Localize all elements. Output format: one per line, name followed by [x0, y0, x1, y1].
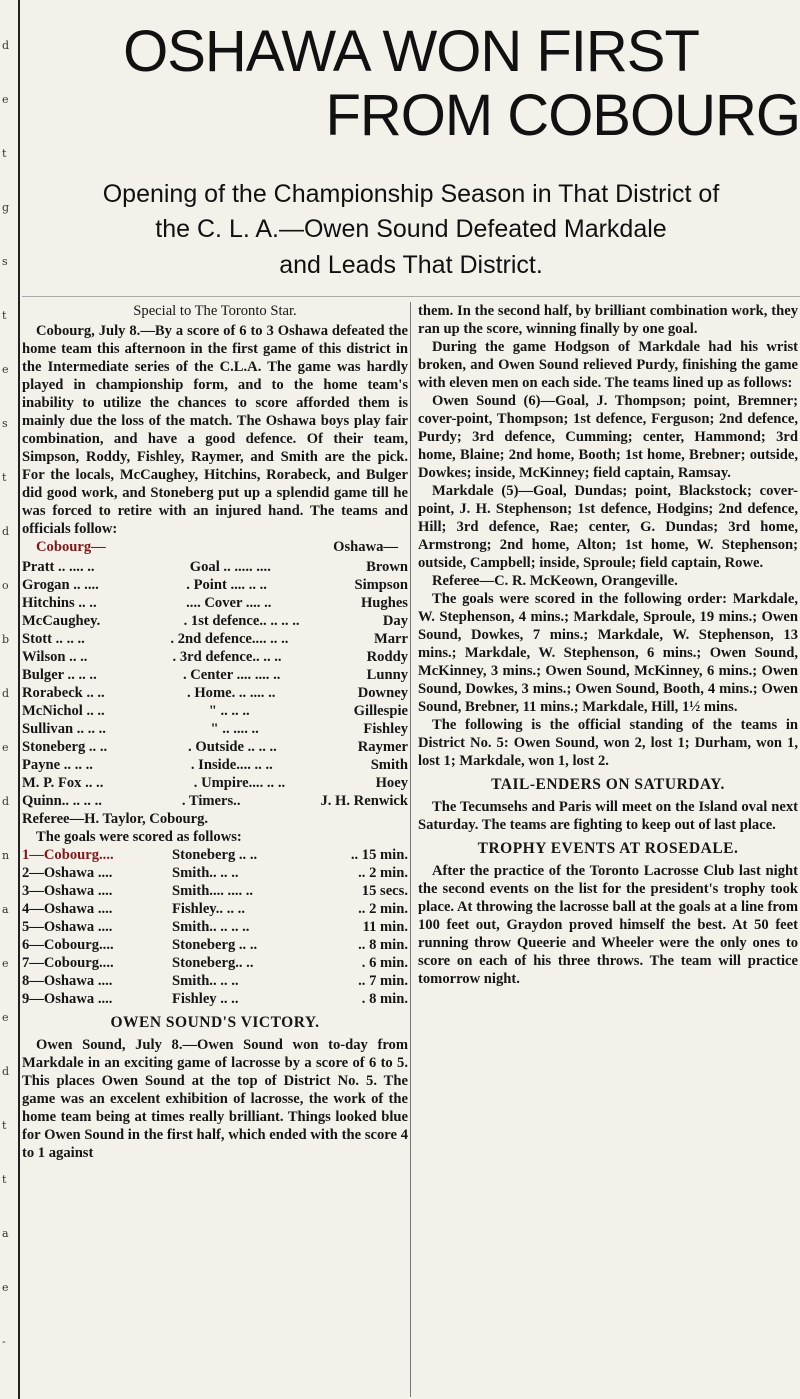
- gutter-fragment: d: [2, 39, 10, 52]
- lineup-row: [22, 630, 408, 648]
- goal-row: [22, 954, 408, 972]
- gutter-fragment: e: [2, 741, 9, 754]
- goal-team: 2—Oshawa ....: [22, 865, 113, 881]
- position: . 3rd defence.. .. ..: [172, 649, 282, 665]
- goal-team: 6—Cobourg....: [22, 937, 114, 953]
- oshawa-player: Gillespie: [353, 703, 408, 719]
- gutter-fragment: d: [2, 525, 10, 538]
- lineup-row: [22, 774, 408, 792]
- lineup-row: [22, 576, 408, 594]
- gutter-fragment: d: [2, 1065, 10, 1078]
- oshawa-player: Day: [382, 613, 408, 629]
- cobourg-player: M. P. Fox .. ..: [22, 775, 104, 791]
- oshawa-player: Hoey: [375, 775, 408, 791]
- goal-team: 1—Cobourg....: [22, 847, 114, 863]
- lineup-row: [22, 684, 408, 702]
- gutter-fragment: e: [2, 957, 9, 970]
- byline-credit: Special to The Toronto Star.: [133, 303, 297, 319]
- position: . Home. .. .... ..: [187, 685, 276, 701]
- oshawa-player: Simpson: [354, 577, 408, 593]
- goal-row: [22, 846, 408, 864]
- oshawa-player: Lunny: [366, 667, 408, 683]
- cobourg-player: Hitchins .. ..: [22, 595, 97, 611]
- goal-scorer: Stoneberg.. ..: [172, 955, 254, 971]
- goal-scorer: Fishley .. ..: [172, 991, 239, 1007]
- goal-row: [22, 918, 408, 936]
- position: .... Cover .... ..: [186, 595, 272, 611]
- goal-time: .. 2 min.: [358, 865, 408, 881]
- cobourg-player: Quinn.. .. .. ..: [22, 793, 102, 809]
- oshawa-player: Smith: [370, 757, 408, 773]
- goal-time: .. 15 min.: [350, 847, 408, 863]
- gutter-fragment: d: [2, 795, 10, 808]
- lineup-header-home: Cobourg—: [36, 539, 106, 555]
- position: " .. .... ..: [210, 721, 259, 737]
- left-column: [22, 302, 408, 1162]
- gutter-fragment: d: [2, 687, 10, 700]
- trophy-events-paragraph: After the practice of the Toronto Lacrosse Club last night the second events on the list for the president's trophy took place. At throwing the lacrosse ball at the goals at a line from 100 feet out, Graydon proved himself the best. At 50 feet running throw Queerie and Wheeler were the only ones to score on each of his three throws. The team will practice tomorrow night.: [418, 863, 798, 987]
- lineup-row: [22, 666, 408, 684]
- column-top-rule: [22, 296, 800, 297]
- gutter-fragment: -: [2, 1335, 6, 1348]
- tail-enders-subheading: TAIL-ENDERS ON SATURDAY.: [491, 776, 725, 793]
- cobourg-player: Rorabeck .. ..: [22, 685, 105, 701]
- goal-scorer: Smith.. .. ..: [172, 865, 239, 881]
- position: . Timers..: [181, 793, 241, 809]
- cobourg-player: Stott .. .. ..: [22, 631, 85, 647]
- gutter-fragment: n: [2, 849, 10, 862]
- gutter-fragment: a: [2, 1227, 9, 1240]
- lineup-row: [22, 702, 408, 720]
- cobourg-player: Pratt .. .... ..: [22, 559, 95, 575]
- goal-time: 11 min.: [362, 919, 408, 935]
- hodgson-paragraph: During the game Hodgson of Markdale had his wrist broken, and Owen Sound relieved Purdy, finishing the game with eleven men on each side. The teams lined up as follows:: [418, 339, 798, 391]
- goal-scorer: Stoneberg .. ..: [172, 937, 258, 953]
- position: " .. .. ..: [208, 703, 250, 719]
- position: Goal .. ..... ....: [189, 559, 271, 575]
- gutter-fragment: t: [2, 1173, 7, 1186]
- owen-sound-lineup-paragraph: Owen Sound (6)—Goal, J. Thompson; point, Bremner; cover-point, Thompson; 1st defence, Ferguson; 2nd defence, Purdy; 3rd defence, Cumming; center, Hammond; 3rd home, Blaine; 2nd home, Booth; 1st home, Brebner; outside, Dowkes; inside, McKinney; field captain, Ramsay.: [418, 393, 798, 481]
- referee-line: Referee—H. Taylor, Cobourg.: [22, 811, 209, 827]
- oshawa-player: Raymer: [357, 739, 408, 755]
- goal-team: 3—Oshawa ....: [22, 883, 113, 899]
- adjacent-column-fragment: [0, 0, 20, 1399]
- gutter-fragment: b: [2, 633, 10, 646]
- oshawa-player: Hughes: [360, 595, 408, 611]
- gutter-fragment: s: [2, 417, 8, 430]
- subheadline-line-3: and Leads That District.: [279, 251, 543, 279]
- goal-time: . 6 min.: [361, 955, 408, 971]
- goal-time: .. 8 min.: [358, 937, 408, 953]
- lineup-row: [22, 648, 408, 666]
- cobourg-player: Wilson .. ..: [22, 649, 88, 665]
- gutter-fragment: t: [2, 309, 7, 322]
- gutter-fragment: t: [2, 1119, 7, 1132]
- goal-scorer: Stoneberg .. ..: [172, 847, 258, 863]
- goal-team: 5—Oshawa ....: [22, 919, 113, 935]
- position: . Outside .. .. ..: [188, 739, 277, 755]
- goals-table: [22, 846, 408, 1008]
- position: . Umpire.... .. ..: [193, 775, 286, 791]
- goal-team: 4—Oshawa ....: [22, 901, 113, 917]
- cobourg-player: Bulger .. .. ..: [22, 667, 97, 683]
- cobourg-player: Payne .. .. ..: [22, 757, 93, 773]
- oshawa-player: Marr: [373, 631, 408, 647]
- right-column: [418, 302, 798, 988]
- position: . 2nd defence.... .. ..: [170, 631, 289, 647]
- lineup-row: [22, 720, 408, 738]
- goal-row: [22, 972, 408, 990]
- gutter-fragment: e: [2, 93, 9, 106]
- owen-sound-subheading: OWEN SOUND'S VICTORY.: [110, 1014, 320, 1031]
- goal-time: . 8 min.: [361, 991, 408, 1007]
- goal-row: [22, 936, 408, 954]
- goal-team: 7—Cobourg....: [22, 955, 114, 971]
- goal-row: [22, 864, 408, 882]
- lineup-header: [22, 538, 408, 558]
- cobourg-player: McCaughey.: [22, 613, 101, 629]
- column-divider: [410, 302, 411, 1397]
- lineup-row: [22, 594, 408, 612]
- goal-row: [22, 882, 408, 900]
- gutter-fragment: g: [2, 201, 10, 214]
- goal-team: 9—Oshawa ....: [22, 991, 113, 1007]
- oshawa-player: Brown: [366, 559, 408, 575]
- goal-time: .. 2 min.: [358, 901, 408, 917]
- lineup-row: [22, 792, 408, 810]
- cobourg-player: Grogan .. ....: [22, 577, 99, 593]
- goal-row: [22, 990, 408, 1008]
- lineup-row: [22, 756, 408, 774]
- position: . Center .... .... ..: [182, 667, 281, 683]
- lineup-row: [22, 738, 408, 756]
- gutter-fragment: t: [2, 471, 7, 484]
- goal-team: 8—Oshawa ....: [22, 973, 113, 989]
- continued-paragraph: them. In the second half, by brilliant combination work, they ran up the score, winning finally by one goal.: [418, 303, 798, 337]
- gutter-fragment: o: [2, 579, 9, 592]
- position: . Inside.... .. ..: [190, 757, 273, 773]
- trophy-events-subheading: TROPHY EVENTS AT ROSEDALE.: [477, 840, 739, 857]
- subheadline-line-2: the C. L. A.—Owen Sound Defeated Markdale: [155, 215, 667, 243]
- owen-sound-paragraph: Owen Sound, July 8.—Owen Sound won to-day from Markdale in an exciting game of lacrosse by a score of 6 to 5. This places Owen Sound at the top of District No. 5. The game was an excelent exhibition of lacrosse, the work of the home team being at times really brilliant. Things looked blue for Owen Sound in the first half, which ended with the score 4 to 1 against: [22, 1037, 408, 1161]
- position: . 1st defence.. .. .. ..: [183, 613, 300, 629]
- cobourg-player: McNichol .. ..: [22, 703, 105, 719]
- lineup-row: [22, 558, 408, 576]
- markdale-lineup-paragraph: Markdale (5)—Goal, Dundas; point, Blackstock; cover-point, J. H. Stephenson; 1st defence, Hodgins; 2nd defence, Hill; 3rd defence, Rae; center, G. Dundas; 3rd home, Armstrong; 2nd home, Alton; 1st home, W. Stephenson; outside, Campbell; inside, Sproule; field captain, Rowe.: [418, 483, 798, 571]
- goal-scorer: Fishley.. .. ..: [172, 901, 245, 917]
- cobourg-report-paragraph: Cobourg, July 8.—By a score of 6 to 3 Oshawa defeated the home team this afternoon in the first game of this district in the Intermediate series of the C.L.A. The game was hardly played in championship form, and to the home team's inability to utilize the chances to score afforded them is mainly due the loss of the match. The Oshawa boys play fair combination, and have a good defence. Of their team, Simpson, Roddy, Fishley, Raymer, and Smith are the pick. For the locals, McCaughey, Hitchins, Rorabeck, and Bulger did good work, and Stoneberg put up a splendid game till he was forced to retire with an injured hand. The teams and officials follow:: [22, 323, 408, 537]
- lineup-header-away: Oshawa—: [333, 539, 398, 555]
- oshawa-player: Downey: [357, 685, 408, 701]
- gutter-fragment: t: [2, 147, 7, 160]
- oshawa-player: J. H. Renwick: [320, 793, 408, 809]
- goals-intro: The goals were scored as follows:: [36, 829, 242, 845]
- goal-row: [22, 900, 408, 918]
- tail-enders-paragraph: The Tecumsehs and Paris will meet on the Island oval next Saturday. The teams are fighting to keep out of last place.: [418, 799, 798, 833]
- gutter-fragment: a: [2, 903, 9, 916]
- goal-time: .. 7 min.: [358, 973, 408, 989]
- oshawa-player: Fishley: [363, 721, 408, 737]
- goal-scorer: Smith.... .... ..: [172, 883, 254, 899]
- goal-time: 15 secs.: [361, 883, 408, 899]
- gutter-fragment: e: [2, 1281, 9, 1294]
- gutter-fragment: e: [2, 363, 9, 376]
- subheadline-line-1: Opening of the Championship Season in That District of: [102, 180, 720, 208]
- position: . Point .... .. ..: [186, 577, 267, 593]
- goals-order-paragraph: The goals were scored in the following order: Markdale, W. Stephenson, 4 mins.; Markdale, Sproule, 19 mins.; Owen Sound, Dowkes, 7 mins.; Markdale, W. Stephenson, 13 mins.; Markdale, W. Stephenson, 6 mins.; Owen Sound, McKinney, 3 mins.; Owen Sound, McKinney, 6 mins.; Owen Sound, Dowkes, 3 mins.; Owen Sound, Booth, 4 mins.; Owen Sound, Brebner, 11 mins.; Markdale, Hill, 1½ mins.: [418, 591, 798, 715]
- goal-scorer: Smith.. .. .. ..: [172, 919, 250, 935]
- gutter-fragment: s: [2, 255, 8, 268]
- headline-line-2: FROM COBOURG: [325, 83, 800, 148]
- gutter-fragment: e: [2, 1011, 9, 1024]
- goal-scorer: Smith.. .. ..: [172, 973, 239, 989]
- cobourg-player: Sullivan .. .. ..: [22, 721, 106, 737]
- lineup-table: [22, 558, 408, 810]
- cobourg-player: Stoneberg .. ..: [22, 739, 108, 755]
- lineup-row: [22, 612, 408, 630]
- referee-paragraph: Referee—C. R. McKeown, Orangeville.: [432, 573, 678, 589]
- oshawa-player: Roddy: [366, 649, 408, 665]
- standings-paragraph: The following is the official standing of the teams in District No. 5: Owen Sound, won 2, lost 1; Durham, won 1, lost 1; Markdale, won 1, lost 2.: [418, 717, 798, 769]
- headline-line-1: OSHAWA WON FIRST: [123, 19, 699, 84]
